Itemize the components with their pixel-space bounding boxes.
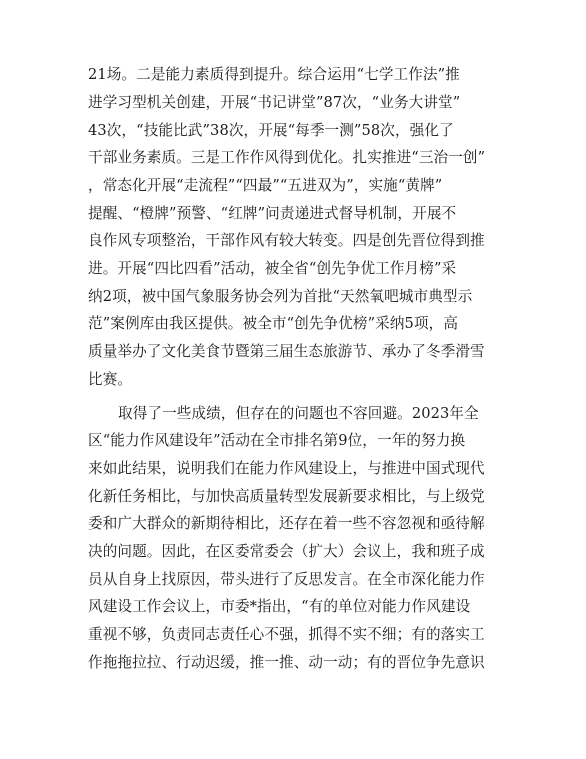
text-line: 质量举办了文化美食节暨第三届生态旅游节、承办了冬季滑雪 [88, 343, 485, 360]
text-line: 风建设工作会议上，市委*指出，“有的单位对能力作风建设 [88, 598, 471, 615]
text-line: 区“能力作风建设年”活动在全市排名第9位，一年的努力换 [88, 432, 466, 449]
text-line: 21场。二是能力素质得到提升。综合运用“七学工作法”推 [88, 66, 460, 83]
text-line: 化新任务相比，与加快高质量转型发展新要求相比，与上级党 [88, 488, 485, 505]
text-line: 比赛。 [88, 371, 133, 388]
text-line: 作拖拖拉拉、行动迟缓，推一推、动一动；有的晋位争先意识 [88, 654, 485, 671]
text-line: ，常态化开展“走流程”“四最”“五进双为”，实施“黄牌” [88, 177, 443, 194]
text-line: 员从自身上找原因，带头进行了反思发言。在全市深化能力作 [88, 571, 485, 588]
text-line: 提醒、“橙牌”预警、“红牌”问责递进式督导机制，开展不 [88, 205, 457, 222]
text-line: 良作风专项整治，干部作风有较大转变。四是创先晋位得到推 [88, 232, 485, 249]
text-line: 纳2项，被中国气象服务协会列为首批“天然氧吧城市典型示 [88, 288, 473, 305]
text-line: 范”案例库由我区提供。被全市“创先争优榜”采纳5项，高 [88, 315, 459, 332]
text-line: 干部业务素质。三是工作作风得到优化。扎实推进“三治一创” [88, 149, 486, 166]
text-line: 来如此结果，说明我们在能力作风建设上，与推进中国式现代 [88, 460, 485, 477]
text-line: 43次，“技能比武”38次，开展“每季一测”58次，强化了 [88, 122, 454, 139]
text-line: 重视不够，负责同志责任心不强，抓得不实不细；有的落实工 [88, 626, 485, 643]
text-line: 取得了一些成绩，但存在的问题也不容回避。2023年全 [118, 405, 479, 422]
text-line: 进。开展“四比四看”活动，被全省“创先争优工作月榜”采 [88, 260, 457, 277]
text-line: 决的问题。因此，在区委常委会（扩大）会议上，我和班子成 [88, 543, 485, 560]
text-line: 进学习型机关创建，开展“书记讲堂”87次，“业务大讲堂” [88, 94, 461, 111]
text-line: 委和广大群众的新期待相比，还存在着一些不容忽视和亟待解 [88, 515, 485, 532]
